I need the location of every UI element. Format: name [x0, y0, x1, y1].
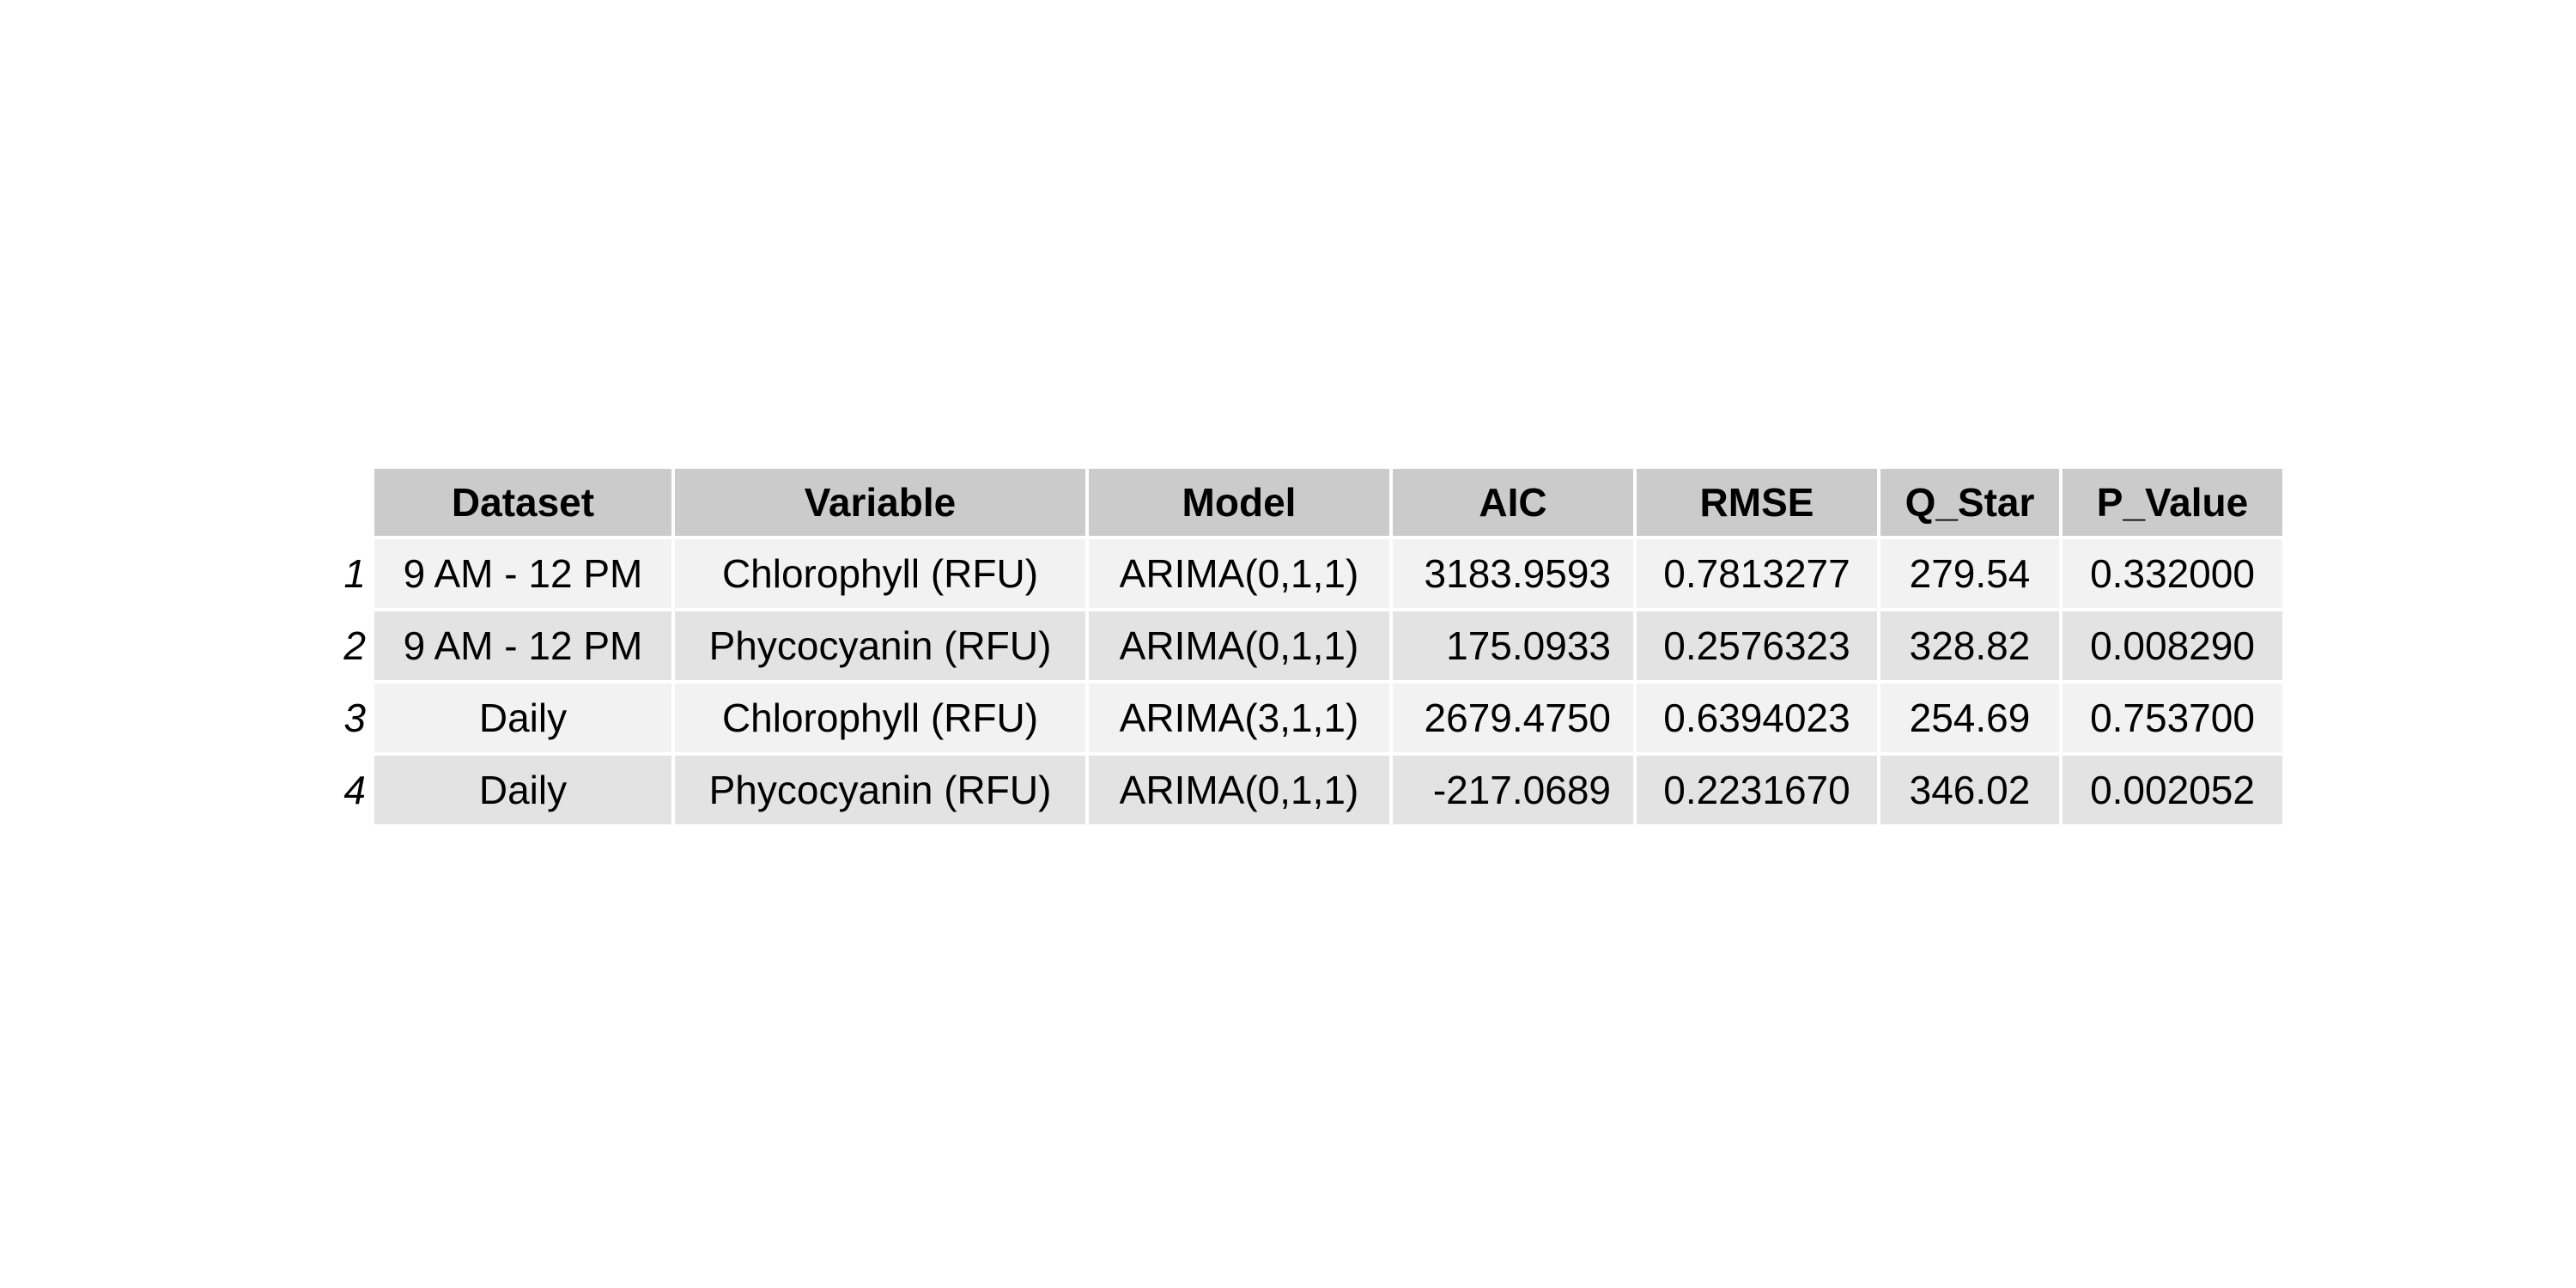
- cell-p-value: 0.008290: [2063, 611, 2282, 680]
- cell-model: ARIMA(3,1,1): [1089, 683, 1389, 752]
- cell-p-value: 0.002052: [2063, 756, 2282, 824]
- cell-model: ARIMA(0,1,1): [1089, 611, 1389, 680]
- cell-variable: Chlorophyll (RFU): [675, 683, 1085, 752]
- cell-aic: -217.0689: [1393, 756, 1633, 824]
- cell-q-star: 279.54: [1880, 539, 2059, 608]
- header-dataset: Dataset: [374, 469, 671, 536]
- cell-variable: Phycocyanin (RFU): [675, 756, 1085, 824]
- header-q-star: Q_Star: [1880, 469, 2059, 536]
- header-rmse: RMSE: [1637, 469, 1877, 536]
- cell-p-value: 0.332000: [2063, 539, 2282, 608]
- cell-dataset: 9 AM - 12 PM: [374, 611, 671, 680]
- header-aic: AIC: [1393, 469, 1633, 536]
- cell-model: ARIMA(0,1,1): [1089, 756, 1389, 824]
- cell-variable: Chlorophyll (RFU): [675, 539, 1085, 608]
- row-label: 2: [343, 623, 366, 668]
- header-model: Model: [1089, 469, 1389, 536]
- cell-q-star: 346.02: [1880, 756, 2059, 824]
- cell-dataset: 9 AM - 12 PM: [374, 539, 671, 608]
- cell-aic: 2679.4750: [1393, 683, 1633, 752]
- header-variable: Variable: [675, 469, 1085, 536]
- cell-p-value: 0.753700: [2063, 683, 2282, 752]
- cell-dataset: Daily: [374, 683, 671, 752]
- header-p-value: P_Value: [2063, 469, 2282, 536]
- cell-dataset: Daily: [374, 756, 671, 824]
- cell-rmse: 0.6394023: [1637, 683, 1877, 752]
- cell-q-star: 254.69: [1880, 683, 2059, 752]
- cell-rmse: 0.2231670: [1637, 756, 1877, 824]
- cell-variable: Phycocyanin (RFU): [675, 611, 1085, 680]
- row-label: 4: [343, 768, 366, 812]
- cell-model: ARIMA(0,1,1): [1089, 539, 1389, 608]
- row-label: 1: [343, 551, 366, 596]
- cell-rmse: 0.2576323: [1637, 611, 1877, 680]
- cell-aic: 3183.9593: [1393, 539, 1633, 608]
- cell-q-star: 328.82: [1880, 611, 2059, 680]
- cell-rmse: 0.7813277: [1637, 539, 1877, 608]
- row-label: 3: [343, 696, 366, 740]
- cell-aic: 175.0933: [1393, 611, 1633, 680]
